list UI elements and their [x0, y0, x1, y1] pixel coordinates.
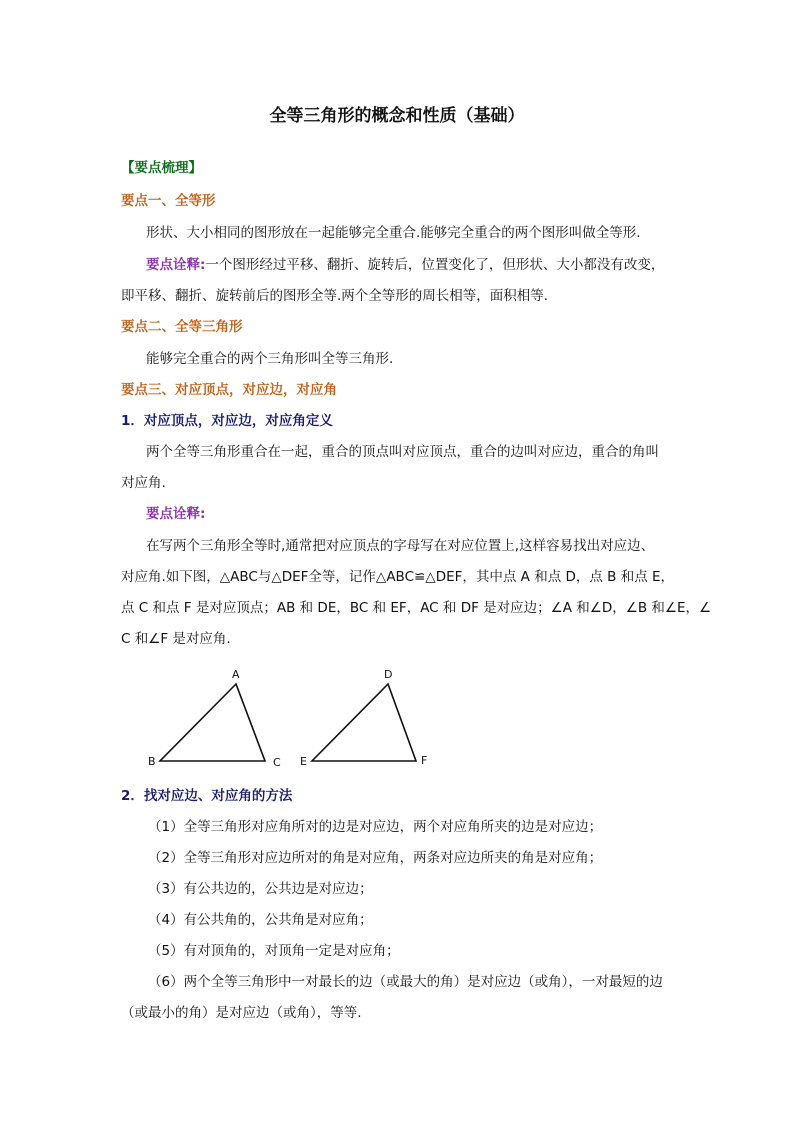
point2-heading: 要点二、全等三角形 [121, 319, 243, 335]
method-item: （4）有公共角的，公共角是对应角； [148, 912, 373, 928]
vertex-label-d: D [384, 668, 393, 681]
point1-note-line1: 一个图形经过平移、翻折、旋转后，位置变化了，但形状、大小都没有改变， [205, 257, 665, 273]
point1-note-line2: 即平移、翻折、旋转前后的图形全等.两个全等形的周长相等，面积相等. [121, 288, 549, 304]
section-header: 【要点梳理】 [121, 160, 202, 176]
point3-sub1-heading: 1．对应顶点，对应边，对应角定义 [121, 413, 333, 429]
point1-heading: 要点一、全等形 [121, 193, 216, 209]
method-item: （6）两个全等三角形中一对最长的边（或最大的角）是对应边（或角），一对最短的边 [148, 974, 663, 990]
point3-note-line1: 在写两个三角形全等时,通常把对应顶点的字母写在对应位置上,这样容易找出对应边、 [146, 538, 655, 554]
method-item: （1）全等三角形对应角所对的边是对应边，两个对应角所夹的边是对应边； [148, 819, 603, 835]
point3-note-line2: 对应角.如下图，△ABC与△DEF全等，记作△ABC≌△DEF，其中点 A 和点 D，点 B 和点 E， [121, 569, 675, 585]
triangle-def [312, 684, 416, 761]
method-item: （2）全等三角形对应边所对的角是对应角，两条对应边所夹的角是对应角； [148, 850, 603, 866]
point3-sub1-line2: 对应角. [121, 475, 166, 491]
vertex-label-b: B [148, 755, 156, 768]
page-title: 全等三角形的概念和性质（基础） [269, 106, 525, 126]
point1-note-label: 要点诠释: [146, 257, 206, 273]
point3-sub1-line1: 两个全等三角形重合在一起，重合的顶点叫对应顶点，重合的边叫对应边，重合的角叫 [146, 444, 659, 460]
point1-text: 形状、大小相同的图形放在一起能够完全重合.能够完全重合的两个图形叫做全等形. [146, 225, 641, 241]
point2-text: 能够完全重合的两个三角形叫全等三角形. [146, 351, 394, 367]
vertex-label-c: C [273, 756, 281, 769]
point3-sub2-heading: 2．找对应边、对应角的方法 [121, 788, 293, 804]
method-item: （3）有公共边的，公共边是对应边； [148, 881, 373, 897]
vertex-label-a: A [232, 668, 240, 681]
triangle-abc [160, 684, 265, 761]
point3-note-line3: 点 C 和点 F 是对应顶点；AB 和 DE，BC 和 EF，AC 和 DF 是对应边；∠A 和∠D，∠B 和∠E，∠ [121, 600, 712, 616]
point3-heading: 要点三、对应顶点，对应边，对应角 [121, 382, 337, 398]
point3-note-label: 要点诠释: [146, 506, 206, 522]
method-item: （5）有对顶角的，对顶角一定是对应角； [148, 943, 400, 959]
vertex-label-e: E [300, 755, 307, 768]
point3-note-line4: C 和∠F 是对应角. [121, 631, 231, 647]
vertex-label-f: F [421, 754, 428, 767]
method-item-continued: （或最小的角）是对应边（或角），等等. [121, 1005, 362, 1021]
